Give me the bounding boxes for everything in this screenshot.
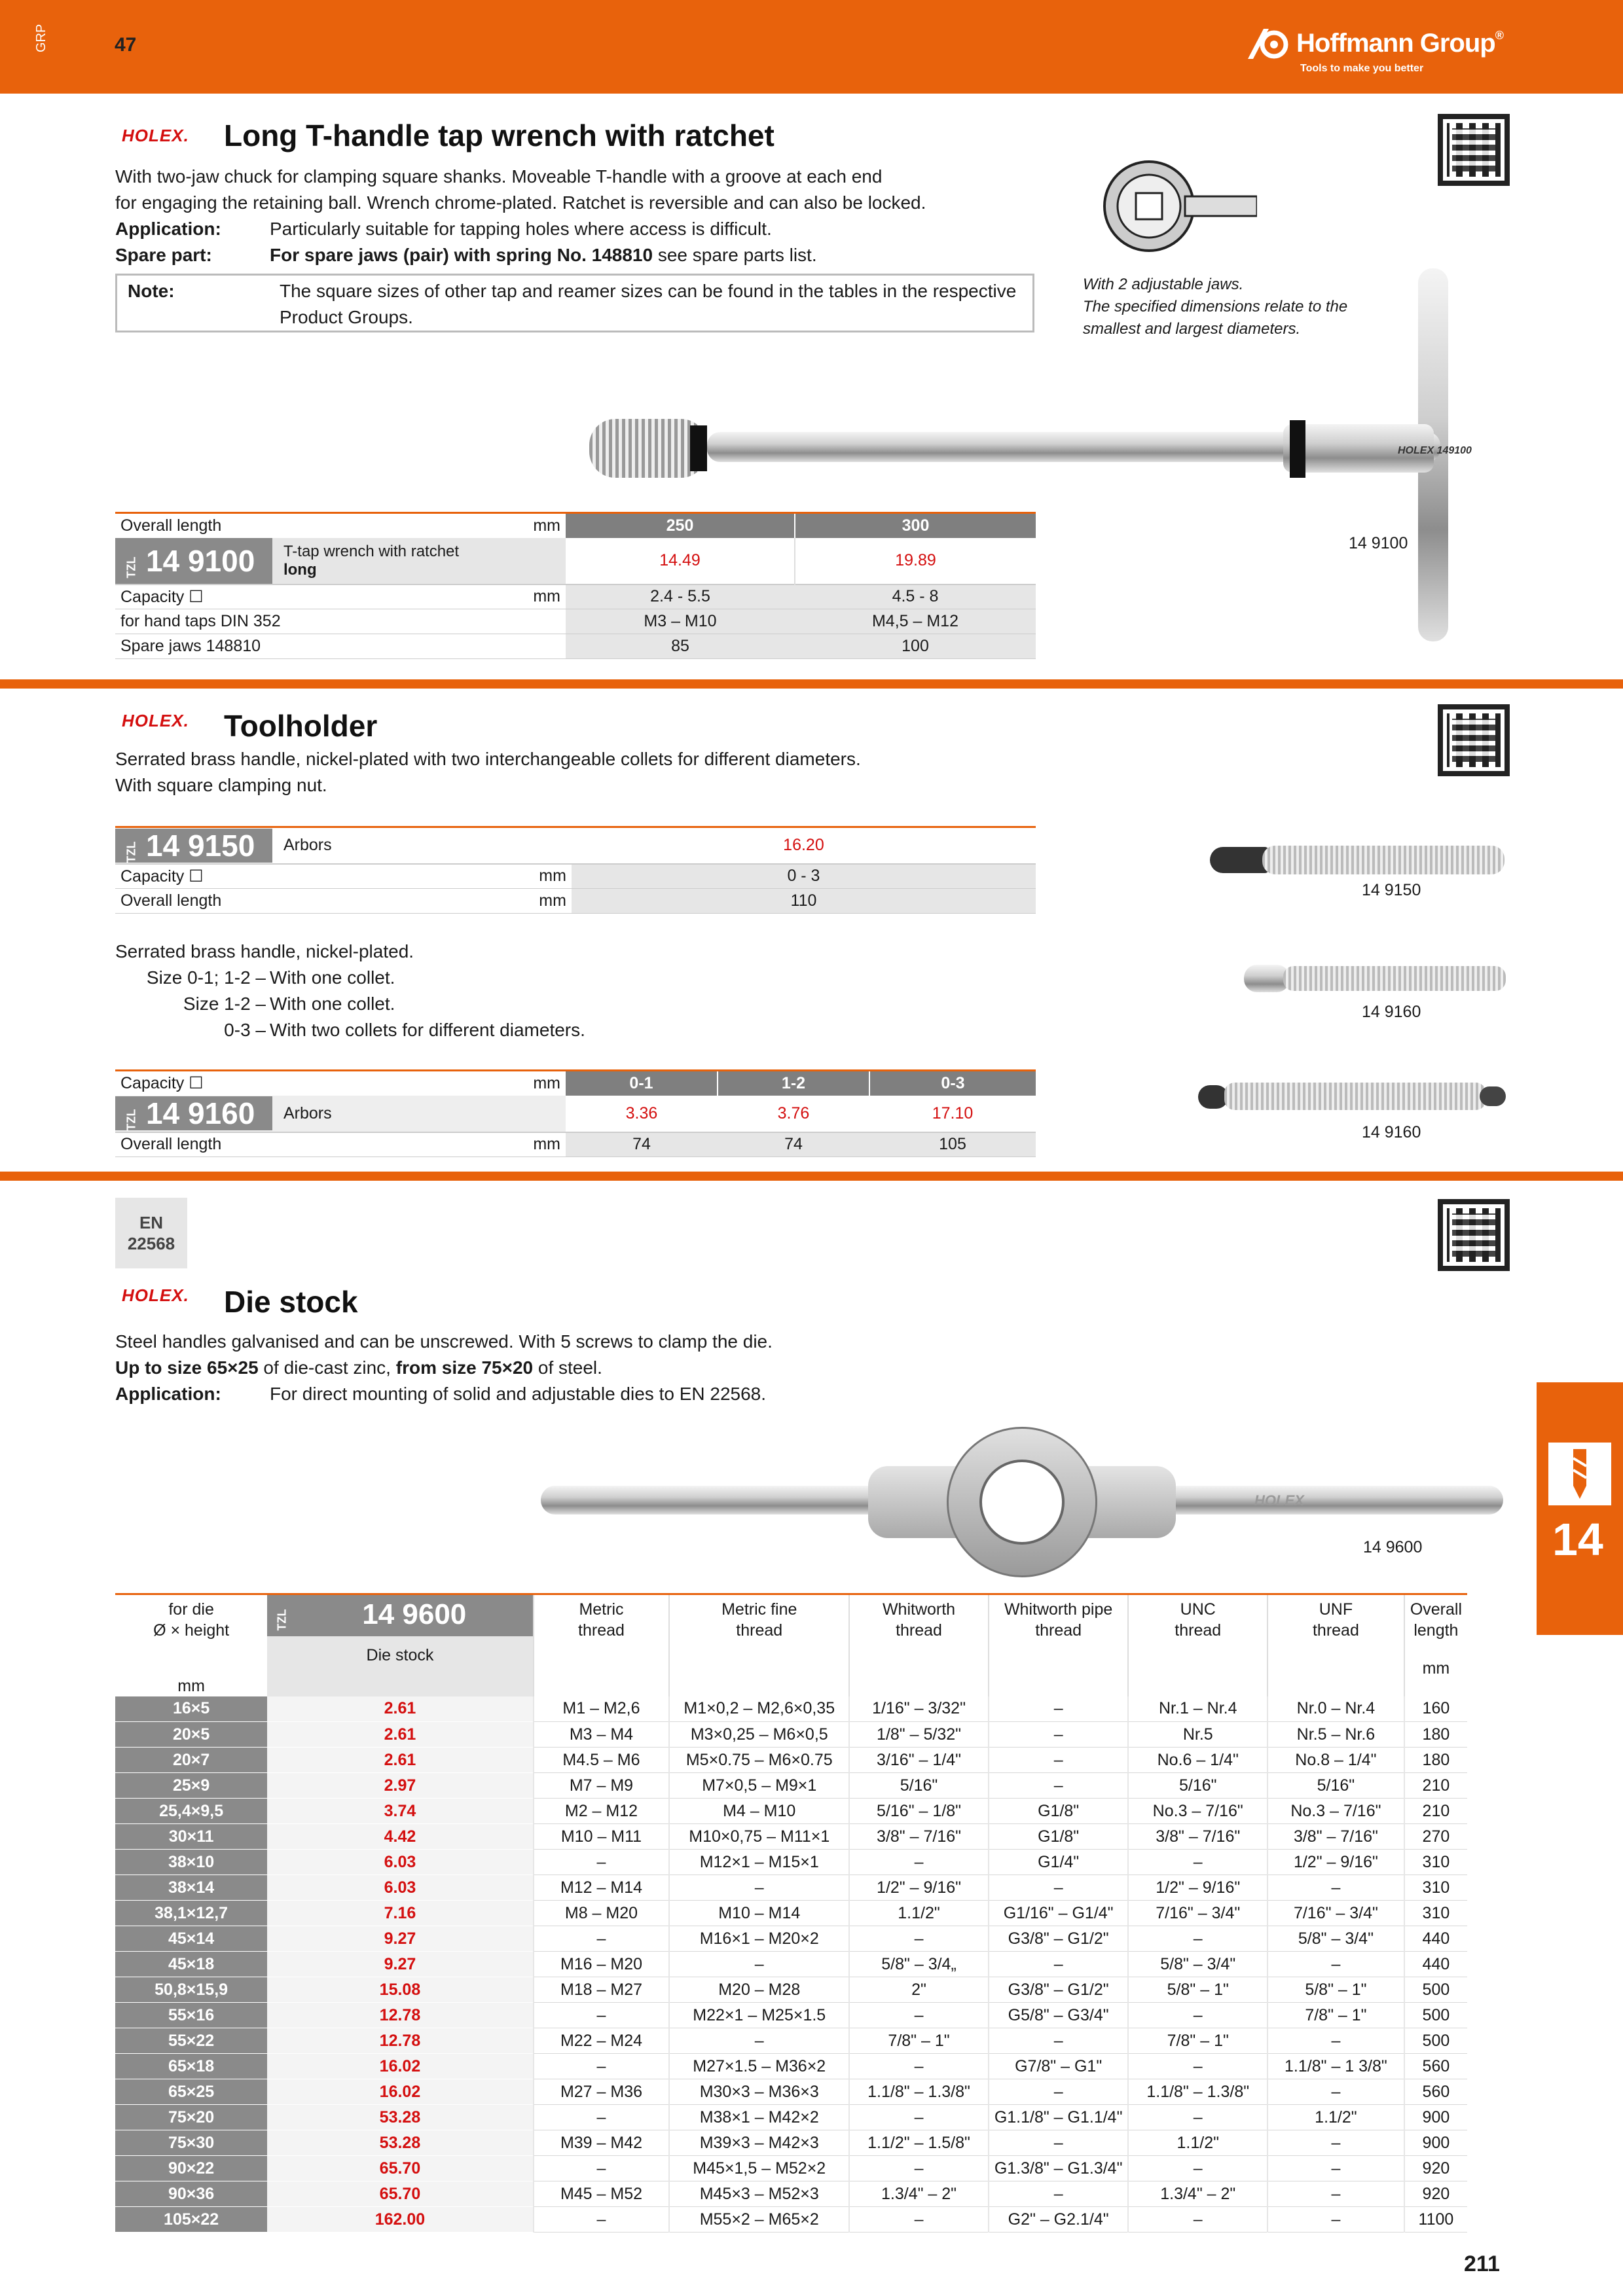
table-row [115, 1799, 1467, 1824]
die-size-cell: 25,4×9,5 [115, 1799, 267, 1824]
side-code: GRP [34, 24, 48, 52]
die-stock-table: for die Ø × height TZL 14 9600 Metric thread Metric fine thread Whitworth thread Whitworth pipe thread UNC thread UNF thread Overall length mm Die stock mm 16×5 2.61 M1 – M2,6 M1×0,2 – M2,6×0,35 1/16" – 3/32" – Nr.1 – Nr.4 Nr.0 – Nr.4 160 20×5 2.61 M3 – M4 M3×0,25 – M6×0,5 1/8" – 5/32" – Nr.5 Nr.5 – Nr.6 180 20×7 2.61 M4.5 – M6 M5×0.75 – M6×0.75 3/16" – 1/4" – No.6 – 1/4" No.8 – 1/4" 180 25×9 2.97 M7 – M9 M7×0,5 – M9×1 5/16" – 5/16" 5/16" 210 25,4×9,5 3.74 M2 – M12 M4 – M10 5/16" – 1/8" G1/8" No.3 – 7/16" No.3 – 7/16" 210 30×11 4.42 M10 – M11 M10×0,75 – M11×1 3/8" – 7/16" G1/8" 3/8" – 7/16" 3/8" – 7/16" 270 38×10 6.03 – M12×1 – M15×1 – G1/4" – 1/2" – 9/16" 310 38×14 6.03 M12 – M14 – 1/2" – 9/16" – 1/2" – 9/16" – 310 38,1×12,7 7.16 M8 – M20 M10 – M14 1.1/2" G1/16" – G1/4" 7/16" – 3/4" 7/16" – 3/4" 310 45×14 9.27 – M16×1 – M20×2 – G3/8" – G1/2" – 5/8" – 3/4" 440 45×18 9.27 M16 – M20 – 5/8" – 3/4„ – 5/8" – 3/4" – 440 50,8×15,9 15.08 M18 – M27 M20 – M28 2" G3/8" – G1/2" 5/8" – 1" 5/8" – 1" 500 55×16 12.78 – M22×1 – M25×1.5 – G5/8" – G3/4" – 7/8" – 1" 500 55×22 12.78 M22 – M24 – 7/8" – 1" – 7/8" – 1" – 500 65×18 16.02 – M27×1.5 – M36×2 – G7/8" – G1" – 1.1/8" – 1 3/8" 560 65×25 16.02 M27 – M36 M30×3 – M36×3 1.1/8" – 1.3/8" – 1.1/8" – 1.3/8" – 560 75×20 53.28 – M38×1 – M42×2 – G1.1/8" – G1.1/4" – 1.1/2" 900 75×30 53.28 M39 – M42 M39×3 – M42×3 1.1/2" – 1.5/8" – 1.1/2" – 900 90×22 65.70 – M45×1,5 – M52×2 – G1.3/8" – G1.3/4" – – 920 90×36 65.70 M45 – M52 M45×3 – M52×3 1.3/4" – 2" – 1.3/4" – 2" – 920 105×22 162.00 – M55×2 – M65×2 – G2" – G2.1/4" – – 1100 [115, 1593, 1467, 2233]
s2-article-3: 14 9160 [1362, 1123, 1421, 1141]
die-size-cell: 105×22 [115, 2207, 267, 2233]
table-row [115, 2105, 1467, 2130]
table-cell: No.6 – 1/4" [1128, 1748, 1267, 1773]
table-row [115, 2130, 1467, 2156]
table-cell: – [849, 2003, 989, 2028]
table-cell: – [534, 2156, 670, 2181]
hoffmann-logo-icon [1244, 25, 1291, 62]
table-cell: 1.1/8" – 1 3/8" [1267, 2054, 1404, 2079]
price-cell: 9.27 [267, 1952, 533, 1977]
s2-article-1: 14 9150 [1362, 881, 1421, 899]
table-cell: G3/8" – G1/2" [989, 1977, 1129, 2003]
table-cell: – [849, 1926, 989, 1952]
table-cell: – [989, 2130, 1129, 2156]
table-cell: – [849, 2054, 989, 2079]
price-cell: 2.61 [267, 1722, 533, 1748]
holex-logo: HOLEX. [122, 126, 189, 145]
die-size-cell: 55×22 [115, 2028, 267, 2054]
table-cell: 1.1/2" – 1.5/8" [849, 2130, 989, 2156]
s2-table-2: Capacity ☐ mm 0-1 1-2 0-3 TZL 14 9160 Arbors 3.36 3.76 17.10 Overall length mm 74 74 105 [115, 1069, 1036, 1157]
table-row [115, 1850, 1467, 1875]
table-cell: 7/16" – 3/4" [1128, 1901, 1267, 1926]
table-cell: 1/2" – 9/16" [1267, 1850, 1404, 1875]
price-cell: 65.70 [267, 2181, 533, 2207]
table-row [115, 2003, 1467, 2028]
table-cell: 1.3/4" – 2" [849, 2181, 989, 2207]
table-cell: 1/2" – 9/16" [849, 1875, 989, 1901]
table-cell: M45 – M52 [534, 2181, 670, 2207]
table-cell: – [1128, 2156, 1267, 2181]
table-cell: 180 [1404, 1748, 1467, 1773]
table-row [115, 1901, 1467, 1926]
page-number-left: 47 [115, 34, 137, 56]
s2-article-2: 14 9160 [1362, 1003, 1421, 1021]
s1-article-label: 14 9100 [1349, 534, 1408, 552]
table-cell: 5/8" – 1" [1267, 1977, 1404, 2003]
table-cell: – [1267, 2181, 1404, 2207]
table-row [115, 2054, 1467, 2079]
table-cell: G1.3/8" – G1.3/4" [989, 2156, 1129, 2181]
table-cell: 180 [1404, 1722, 1467, 1748]
chapter-tab[interactable]: 14 [1537, 1382, 1623, 1635]
holex-logo: HOLEX. [122, 711, 189, 730]
t-handle-wrench-image: HOLEX 149100 [576, 268, 1519, 648]
table-row [115, 1952, 1467, 1977]
die-size-cell: 75×30 [115, 2130, 267, 2156]
die-size-cell: 90×36 [115, 2181, 267, 2207]
table-cell: M39×3 – M42×3 [669, 2130, 849, 2156]
table-cell: 920 [1404, 2156, 1467, 2181]
table-cell: M27 – M36 [534, 2079, 670, 2105]
table-cell: – [1128, 1926, 1267, 1952]
table-cell: Nr.5 [1128, 1722, 1267, 1748]
table-row [115, 2181, 1467, 2207]
table-cell: M7×0,5 – M9×1 [669, 1773, 849, 1799]
table-cell: 7/16" – 3/4" [1267, 1901, 1404, 1926]
holex-logo: HOLEX. [122, 1285, 189, 1305]
table-row [115, 1773, 1467, 1799]
table-cell: 5/8" – 1" [1128, 1977, 1267, 2003]
table-cell: M1 – M2,6 [534, 1696, 670, 1722]
price-cell: 6.03 [267, 1875, 533, 1901]
die-size-cell: 90×22 [115, 2156, 267, 2181]
table-row [115, 2156, 1467, 2181]
table-cell: 160 [1404, 1696, 1467, 1722]
table-cell: – [849, 2156, 989, 2181]
table-cell: 210 [1404, 1799, 1467, 1824]
table-cell: M20 – M28 [669, 1977, 849, 2003]
table-cell: Nr.1 – Nr.4 [1128, 1696, 1267, 1722]
table-cell: 3/8" – 7/16" [849, 1824, 989, 1850]
table-cell: 5/8" – 3/4„ [849, 1952, 989, 1977]
s3-title: Die stock [224, 1285, 358, 1319]
table-cell: – [534, 1926, 670, 1952]
die-size-cell: 65×25 [115, 2079, 267, 2105]
table-cell: G3/8" – G1/2" [989, 1926, 1129, 1952]
s3-article-label: 14 9600 [1363, 1538, 1423, 1556]
table-cell: M10 – M11 [534, 1824, 670, 1850]
table-cell: – [989, 1748, 1129, 1773]
table-cell: – [1267, 2207, 1404, 2233]
table-cell: 7/8" – 1" [1128, 2028, 1267, 2054]
price-cell: 2.61 [267, 1748, 533, 1773]
price-cell: 65.70 [267, 2156, 533, 2181]
price-cell: 53.28 [267, 2130, 533, 2156]
table-cell: – [989, 2181, 1129, 2207]
table-cell: 500 [1404, 2003, 1467, 2028]
table-cell: – [989, 1875, 1129, 1901]
table-cell: 440 [1404, 1926, 1467, 1952]
divider-1 [0, 679, 1623, 689]
table-cell: – [989, 1722, 1129, 1748]
table-cell: M22 – M24 [534, 2028, 670, 2054]
table-row [115, 1977, 1467, 2003]
table-cell: 310 [1404, 1850, 1467, 1875]
die-size-cell: 50,8×15,9 [115, 1977, 267, 2003]
die-stock-image: HOLEX [541, 1414, 1503, 1590]
table-row [115, 1824, 1467, 1850]
table-cell: G5/8" – G3/4" [989, 2003, 1129, 2028]
table-cell: M27×1.5 – M36×2 [669, 2054, 849, 2079]
die-size-cell: 38×14 [115, 1875, 267, 1901]
table-row [115, 1696, 1467, 1722]
die-size-cell: 20×7 [115, 1748, 267, 1773]
s1-caption: With 2 adjustable jaws. The specified dimensions relate to the smallest and largest diameters. [1083, 276, 1348, 338]
en-standard-badge: EN 22568 [115, 1198, 187, 1268]
table-cell: 900 [1404, 2105, 1467, 2130]
price-cell: 16.02 [267, 2054, 533, 2079]
drill-bit-icon [1548, 1443, 1611, 1505]
brand-name: Hoffmann Group® [1296, 29, 1503, 58]
price-cell: 2.61 [267, 1696, 533, 1722]
table-cell: 500 [1404, 2028, 1467, 2054]
table-cell: 1/2" – 9/16" [1128, 1875, 1267, 1901]
table-cell: M3×0,25 – M6×0,5 [669, 1722, 849, 1748]
table-cell: – [1128, 1850, 1267, 1875]
table-cell: 560 [1404, 2054, 1467, 2079]
price-cell: 53.28 [267, 2105, 533, 2130]
qr-code-icon[interactable] [1438, 1199, 1510, 1271]
table-row [115, 1722, 1467, 1748]
table-cell: 500 [1404, 1977, 1467, 2003]
table-cell: – [1267, 1952, 1404, 1977]
table-cell: M18 – M27 [534, 1977, 670, 2003]
table-cell: M4 – M10 [669, 1799, 849, 1824]
table-cell: – [534, 1850, 670, 1875]
s2-table: TZL 14 9150 Arbors 16.20 Capacity ☐ mm 0 - 3 Overall length mm 110 [115, 826, 1036, 914]
table-cell: No.3 – 7/16" [1128, 1799, 1267, 1824]
table-cell: – [1128, 2003, 1267, 2028]
table-cell: M16×1 – M20×2 [669, 1926, 849, 1952]
table-cell: 310 [1404, 1901, 1467, 1926]
price-cell: 6.03 [267, 1850, 533, 1875]
die-size-cell: 38,1×12,7 [115, 1901, 267, 1926]
table-cell: – [669, 2028, 849, 2054]
die-size-cell: 65×18 [115, 2054, 267, 2079]
table-cell: 1.1/2" [1267, 2105, 1404, 2130]
table-cell: – [1128, 2054, 1267, 2079]
toolholder-image-1 [1210, 842, 1504, 878]
table-cell: Nr.5 – Nr.6 [1267, 1722, 1404, 1748]
table-cell: M10×0,75 – M11×1 [669, 1824, 849, 1850]
table-cell: – [1267, 1875, 1404, 1901]
table-cell: – [534, 2054, 670, 2079]
table-cell: – [849, 2105, 989, 2130]
table-row [115, 2079, 1467, 2105]
table-cell: G1/8" [989, 1799, 1129, 1824]
table-cell: 900 [1404, 2130, 1467, 2156]
table-cell: G1/16" – G1/4" [989, 1901, 1129, 1926]
table-cell: – [1267, 2079, 1404, 2105]
price-cell: 9.27 [267, 1926, 533, 1952]
table-cell: No.3 – 7/16" [1267, 1799, 1404, 1824]
table-cell: – [669, 1875, 849, 1901]
table-cell: G7/8" – G1" [989, 2054, 1129, 2079]
table-cell: No.8 – 1/4" [1267, 1748, 1404, 1773]
table-cell: 1.3/4" – 2" [1128, 2181, 1267, 2207]
s1-description: With two-jaw chuck for clamping square shanks. Moveable T-handle with a groove at each end for engaging the retaining ball. Wrench chrome-plated. Ratchet is reversible and can also be locked. Application: Particularly suitable for tapping holes where access is difficult. Spare part: For spare jaws (pair) with spring No. 148810 see spare parts list. [115, 166, 926, 265]
table-cell: M5×0.75 – M6×0.75 [669, 1748, 849, 1773]
table-cell: M12×1 – M15×1 [669, 1850, 849, 1875]
price-cell: 12.78 [267, 2028, 533, 2054]
table-cell: – [669, 1952, 849, 1977]
table-cell: – [1267, 2028, 1404, 2054]
price-cell: 3.74 [267, 1799, 533, 1824]
table-cell: – [989, 2079, 1129, 2105]
table-cell: 5/16" [1267, 1773, 1404, 1799]
table-row [115, 1926, 1467, 1952]
die-size-cell: 25×9 [115, 1773, 267, 1799]
table-cell: 310 [1404, 1875, 1467, 1901]
table-cell: 1.1/8" – 1.3/8" [849, 2079, 989, 2105]
table-cell: G1/8" [989, 1824, 1129, 1850]
price-cell: 16.02 [267, 2079, 533, 2105]
price-cell: 4.42 [267, 1824, 533, 1850]
table-cell: 2" [849, 1977, 989, 2003]
s1-table: Overall length mm 250 300 TZL 14 9100 T-tap wrench with ratchet long 14.49 19.89 Capacity ☐ mm 2.4 - 5.5 4.5 - 8 for hand taps DIN 352 M3 – M10 M4,5 – M12 Spare jaws 148810 85 100 [115, 512, 1036, 659]
table-cell: – [1267, 2130, 1404, 2156]
table-cell: 440 [1404, 1952, 1467, 1977]
s2-description: Serrated brass handle, nickel-plated with two interchangeable collets for different diameters. With square clamping nut. [115, 749, 861, 795]
table-cell: 270 [1404, 1824, 1467, 1850]
table-cell: – [1267, 2156, 1404, 2181]
table-cell: 1.1/2" [849, 1901, 989, 1926]
table-row [115, 1748, 1467, 1773]
table-cell: 7/8" – 1" [1267, 2003, 1404, 2028]
table-cell: 1.1/2" [1128, 2130, 1267, 2156]
table-cell: 5/16" [849, 1773, 989, 1799]
price-cell: 15.08 [267, 1977, 533, 2003]
table-row [115, 1875, 1467, 1901]
table-cell: M1×0,2 – M2,6×0,35 [669, 1696, 849, 1722]
table-cell: – [534, 2105, 670, 2130]
footer-page-number: 211 [1464, 2251, 1500, 2276]
table-cell: 5/8" – 3/4" [1267, 1926, 1404, 1952]
table-cell: 3/8" – 7/16" [1128, 1824, 1267, 1850]
table-cell: M38×1 – M42×2 [669, 2105, 849, 2130]
price-cell: 12.78 [267, 2003, 533, 2028]
table-row [115, 2207, 1467, 2233]
die-size-cell: 45×18 [115, 1952, 267, 1977]
die-size-cell: 16×5 [115, 1696, 267, 1722]
brand-tagline: Tools to make you better [1300, 63, 1424, 74]
table-cell: Nr.0 – Nr.4 [1267, 1696, 1404, 1722]
table-cell: 5/8" – 3/4" [1128, 1952, 1267, 1977]
table-cell: M3 – M4 [534, 1722, 670, 1748]
table-cell: – [989, 1773, 1129, 1799]
table-cell: 3/16" – 1/4" [849, 1748, 989, 1773]
table-cell: 7/8" – 1" [849, 2028, 989, 2054]
table-cell: 210 [1404, 1773, 1467, 1799]
table-cell: M45×3 – M52×3 [669, 2181, 849, 2207]
table-cell: G2" – G2.1/4" [989, 2207, 1129, 2233]
table-cell: 920 [1404, 2181, 1467, 2207]
table-cell: 1/16" – 3/32" [849, 1696, 989, 1722]
table-cell: M10 – M14 [669, 1901, 849, 1926]
table-cell: – [989, 1696, 1129, 1722]
table-cell: – [534, 2003, 670, 2028]
s2-description-2: Serrated brass handle, nickel-plated. Size 0-1; 1-2 – With one collet. Size 1-2 – With one collet. 0-3 – With two collets for different diameters. [115, 941, 585, 1040]
table-cell: 560 [1404, 2079, 1467, 2105]
chuck-detail-image [1087, 151, 1257, 262]
die-size-cell: 30×11 [115, 1824, 267, 1850]
die-size-cell: 20×5 [115, 1722, 267, 1748]
table-cell: – [989, 2028, 1129, 2054]
table-cell: M45×1,5 – M52×2 [669, 2156, 849, 2181]
table-cell: 1/8" – 5/32" [849, 1722, 989, 1748]
table-cell: 1100 [1404, 2207, 1467, 2233]
die-size-cell: 45×14 [115, 1926, 267, 1952]
table-cell: G1/4" [989, 1850, 1129, 1875]
table-cell: 5/16" – 1/8" [849, 1799, 989, 1824]
price-cell: 162.00 [267, 2207, 533, 2233]
s1-note-box: Note: The square sizes of other tap and reamer sizes can be found in the tables in the respective Product Groups. [115, 274, 1034, 332]
table-cell: M39 – M42 [534, 2130, 670, 2156]
divider-2 [0, 1172, 1623, 1181]
table-cell: 3/8" – 7/16" [1267, 1824, 1404, 1850]
table-cell: M30×3 – M36×3 [669, 2079, 849, 2105]
table-cell: 1.1/8" – 1.3/8" [1128, 2079, 1267, 2105]
qr-code-icon[interactable] [1438, 114, 1510, 186]
header-bar [0, 0, 1623, 94]
s1-title: Long T-handle tap wrench with ratchet [224, 118, 775, 152]
die-size-cell: 75×20 [115, 2105, 267, 2130]
die-size-cell: 55×16 [115, 2003, 267, 2028]
table-cell: M22×1 – M25×1.5 [669, 2003, 849, 2028]
price-cell: 7.16 [267, 1901, 533, 1926]
table-cell: M2 – M12 [534, 1799, 670, 1824]
table-cell: 5/16" [1128, 1773, 1267, 1799]
table-cell: – [989, 1952, 1129, 1977]
toolholder-image-3 [1198, 1080, 1506, 1113]
price-cell: 2.97 [267, 1773, 533, 1799]
s3-description: Steel handles galvanised and can be unscrewed. With 5 screws to clamp the die. Up to size 65×25 of die-cast zinc, from size 75×20 of steel. Application: For direct mounting of solid and adjustable dies to EN 22568. [115, 1331, 773, 1404]
s2-title: Toolholder [224, 709, 378, 743]
table-cell: M12 – M14 [534, 1875, 670, 1901]
die-size-cell: 38×10 [115, 1850, 267, 1875]
table-cell: G1.1/8" – G1.1/4" [989, 2105, 1129, 2130]
table-cell: – [1128, 2207, 1267, 2233]
table-cell: – [1128, 2105, 1267, 2130]
qr-code-icon[interactable] [1438, 704, 1510, 776]
table-cell: M16 – M20 [534, 1952, 670, 1977]
table-cell: M4.5 – M6 [534, 1748, 670, 1773]
table-cell: M8 – M20 [534, 1901, 670, 1926]
table-cell: – [849, 1850, 989, 1875]
table-cell: M7 – M9 [534, 1773, 670, 1799]
table-cell: M55×2 – M65×2 [669, 2207, 849, 2233]
table-cell: – [534, 2207, 670, 2233]
table-row [115, 2028, 1467, 2054]
table-cell: – [849, 2207, 989, 2233]
toolholder-image-2 [1244, 962, 1506, 995]
